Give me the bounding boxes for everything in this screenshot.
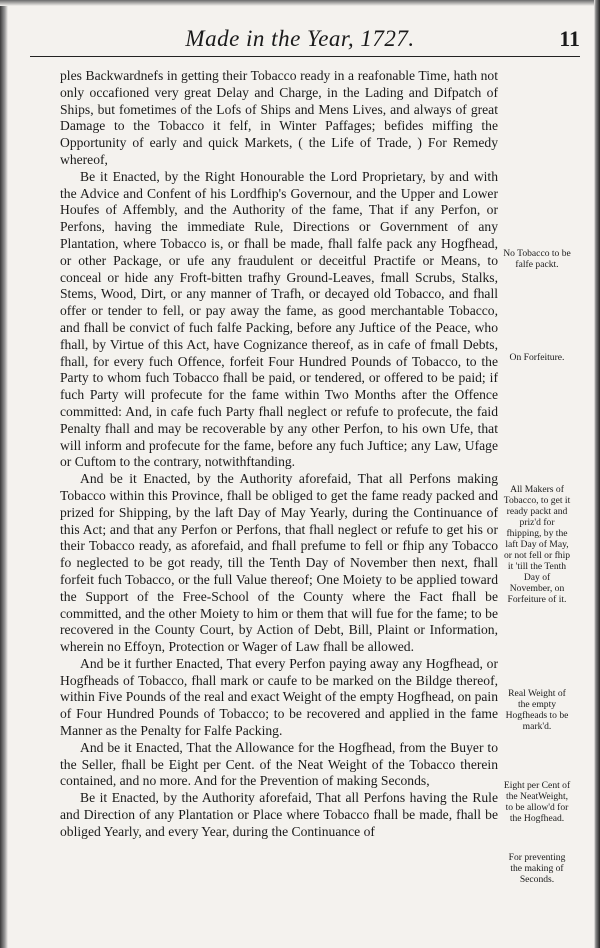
paragraph-6: Be it Enacted, by the Authority aforefaid, That all Perfons having the Rule and Direction of any Plantation or Place where Tobacco fhall be made, fhall be obliged Yearly, and every Year, during the Continuance of (60, 790, 498, 839)
page-edge-shadow-right (594, 0, 600, 948)
paragraph-5: And be it Enacted, That the Allowance for the Hogfhead, from the Buyer to the Seller, fhall be Eight per Cent. of the Neat Weight of the Tobacco therein contained, and no more. And for the Prevention of making Seconds, (60, 739, 498, 789)
body-text (60, 68, 498, 841)
page-edge-shadow-top (0, 0, 600, 6)
page-edge-shadow-left (0, 0, 8, 948)
paragraph-1: ples Backwardnefs in getting their Tobacco ready in a reafonable Time, hath not only occafioned very great Delay and Charge, in the Lading and Difpatch of Ships, but fometimes of the Lofs of Ships and Mens Lives, and always of great Damage to the Tobacco it felf, in Winter Paffages; befides miffing the Opportunity of early and quick Markets, ( the Life of Trade, ) For Remedy whereof, (60, 68, 498, 167)
margin-note-prevent-seconds: For preventing the making of Seconds. (508, 852, 566, 885)
margin-note-makers-of-tobacco: All Makers of Tobacco, to get it ready packt and priz'd for fhipping, by the laft Day of May, or not fell or fhip it 'till the Tenth Day of November, on Forfeiture of it. (503, 484, 571, 605)
paragraph-2: Be it Enacted, by the Right Honourable the Lord Proprietary, by and with the Advice and Confent of his Lordfhip's Governour, and the Upper and Lower Houfes of Affembly, and the Authority of the fame, That if any Perfon, or Perfons, having the immediate Rule, Directions or Government of any Plantation, where Tobacco is, or fhall be made, fhall falfe pack any Hogfhead, or other Package, or ufe any fraudulent or deceitful Practife or Means, to conceal or hide any Froft-bitten trafhy Ground-Leaves, fmall Scrubs, Stalks, Stems, Wood, Dirt, or any manner of Trafh, or decayed old Tobacco, and fhall offer or tender to fell, or pay away the fame, as good merchantable Tobacco, and fhall be convict of fuch falfe Packing, before any Juftice of the Peace, who fhall, by Virtue of this Act, have Cognizance thereof, as in cafe of fmall Debts, fhall, for every fuch Offence, forfeit Four Hundred Pounds of Tobacco, to the Party to whom fuch Tobacco fhall be paid, or tendered, or offered to be paid; if fuch Party will profecute for the fame within Two Months after the Offence committed: And, in cafe fuch Party fhall neglect or refufe to profecute, the faid Penalty fhall and may be recoverable by any other Perfon, to his own Ufe, that will inform and profecute for the fame, before any fuch Juftice; any Law, Ufage or Cuftom to the contrary, notwithftanding. (60, 168, 498, 470)
margin-note-real-weight: Real Weight of the empty Hogfheads to be mark'd. (505, 688, 569, 732)
paragraph-3: And be it Enacted, by the Authority aforefaid, That all Perfons making Tobacco within this Province, fhall be obliged to get the fame ready packed and prized for Shipping, by the laft Day of May Yearly, during the Continuance of this Act; and that any Perfon or Perfons, that fhall neglect or refufe to get his or their Tobacco ready, as aforefaid, and fhall prefume to fell or fhip any Tobacco fo neglected to be got ready, till the Tenth Day of November then next, fhall forfeit fuch Tobacco, or the full Value thereof; One Moiety to be applied toward the Support of the Free-School of the County where the Fact fhall be committed, and the other Moiety to him or them that will fue for the fame; to be recovered in the County Court, by Action of Debt, Bill, Plaint or Information, wherein no Effoyn, Protection or Wager of Law fhall be allowed. (60, 471, 498, 655)
margin-note-forfeiture: On Forfeiture. (509, 352, 565, 363)
margin-note-false-packing: No Tobacco to be falfe packt. (503, 248, 571, 270)
paragraph-4: And be it further Enacted, That every Perfon paying away any Hogfhead, or Hogfheads of Tobacco, fhall mark or caufe to be marked on the Bildge thereof, within Five Pounds of the real and exact Weight of the empty Hogfhead, on pain of Four Hundred Pounds of Tobacco; to be recovered and applied in the fame Manner as the Penalty for Falfe Packing. (60, 655, 498, 739)
running-header (30, 22, 580, 57)
page-number: 11 (559, 26, 580, 51)
margin-note-eight-per-cent: Eight per Cent of the NeatWeight, to be allow'd for the Hogfhead. (503, 780, 571, 824)
header-title: Made in the Year, 1727. (185, 26, 415, 51)
